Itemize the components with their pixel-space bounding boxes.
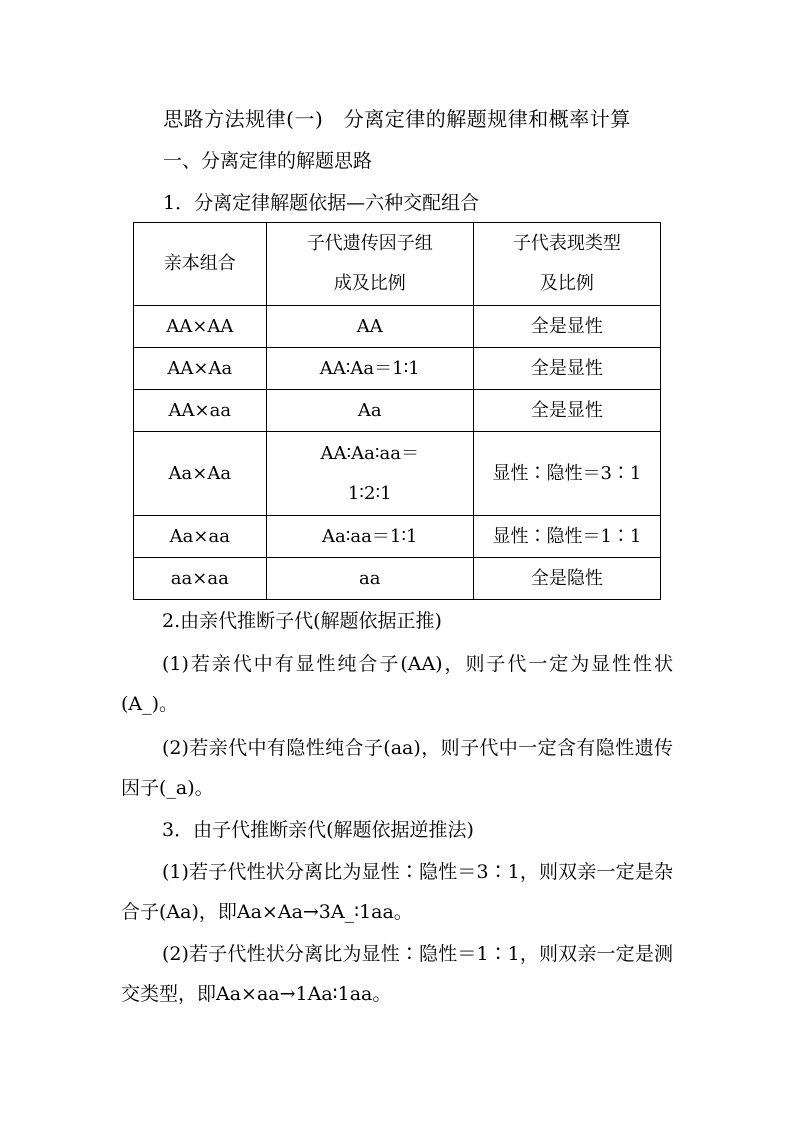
subheading-2: 2.由亲代推断子代(解题依据正推) <box>162 610 442 632</box>
paragraph-2-1: (1)若亲代中有显性纯合子(AA)，则子代一定为显性性状(A_)。 <box>121 653 673 715</box>
table-cell: AA×AA <box>134 306 267 348</box>
table-cell: Aa∶aa＝1∶1 <box>266 516 473 558</box>
table-row <box>134 516 661 558</box>
mating-combination-table <box>133 222 661 600</box>
table-cell: aa×aa <box>134 558 267 600</box>
table-cell: 全是显性 <box>473 348 660 390</box>
table-row <box>134 390 661 432</box>
table-cell: 显性∶隐性＝1∶1 <box>473 516 660 558</box>
table-cell: 显性∶隐性＝3∶1 <box>473 432 660 516</box>
paragraph-3-1: (1)若子代性状分离比为显性∶隐性＝3∶1，则双亲一定是杂合子(Aa)，即Aa×Aa→3A_∶1aa。 <box>121 861 673 923</box>
subheading-1: 1．分离定律解题依据—六种交配组合 <box>163 192 480 214</box>
table-header-cell: 子代遗传因子组 成及比例 <box>266 223 473 306</box>
table-header-row <box>134 223 661 306</box>
table-row <box>134 432 661 516</box>
table-header-cell: 亲本组合 <box>134 223 267 306</box>
table-cell: 全是显性 <box>473 306 660 348</box>
table-cell: AA <box>266 306 473 348</box>
table-row <box>134 306 661 348</box>
table-cell: AA×Aa <box>134 348 267 390</box>
table-row <box>134 348 661 390</box>
page-title: 思路方法规律(一) 分离定律的解题规律和概率计算 <box>163 107 631 131</box>
table-header-cell: 子代表现类型 及比例 <box>473 223 660 306</box>
table-row <box>134 558 661 600</box>
paragraph-3-2: (2)若子代性状分离比为显性∶隐性＝1∶1，则双亲一定是测交类型，即Aa×aa→1Aa∶1aa。 <box>121 943 673 1005</box>
table-cell: AA×aa <box>134 390 267 432</box>
table-cell: 全是显性 <box>473 390 660 432</box>
table-cell: Aa <box>266 390 473 432</box>
table-cell: 全是隐性 <box>473 558 660 600</box>
table-cell: Aa×Aa <box>134 432 267 516</box>
subheading-3: 3．由子代推断亲代(解题依据逆推法) <box>162 819 474 841</box>
paragraph-2-2: (2)若亲代中有隐性纯合子(aa)，则子代中一定含有隐性遗传因子(_a)。 <box>121 737 673 799</box>
table-cell: AA∶Aa∶aa＝ 1∶2∶1 <box>266 432 473 516</box>
section-heading: 一、分离定律的解题思路 <box>163 150 373 172</box>
table-cell: aa <box>266 558 473 600</box>
table-cell: AA∶Aa＝1∶1 <box>266 348 473 390</box>
table-cell: Aa×aa <box>134 516 267 558</box>
